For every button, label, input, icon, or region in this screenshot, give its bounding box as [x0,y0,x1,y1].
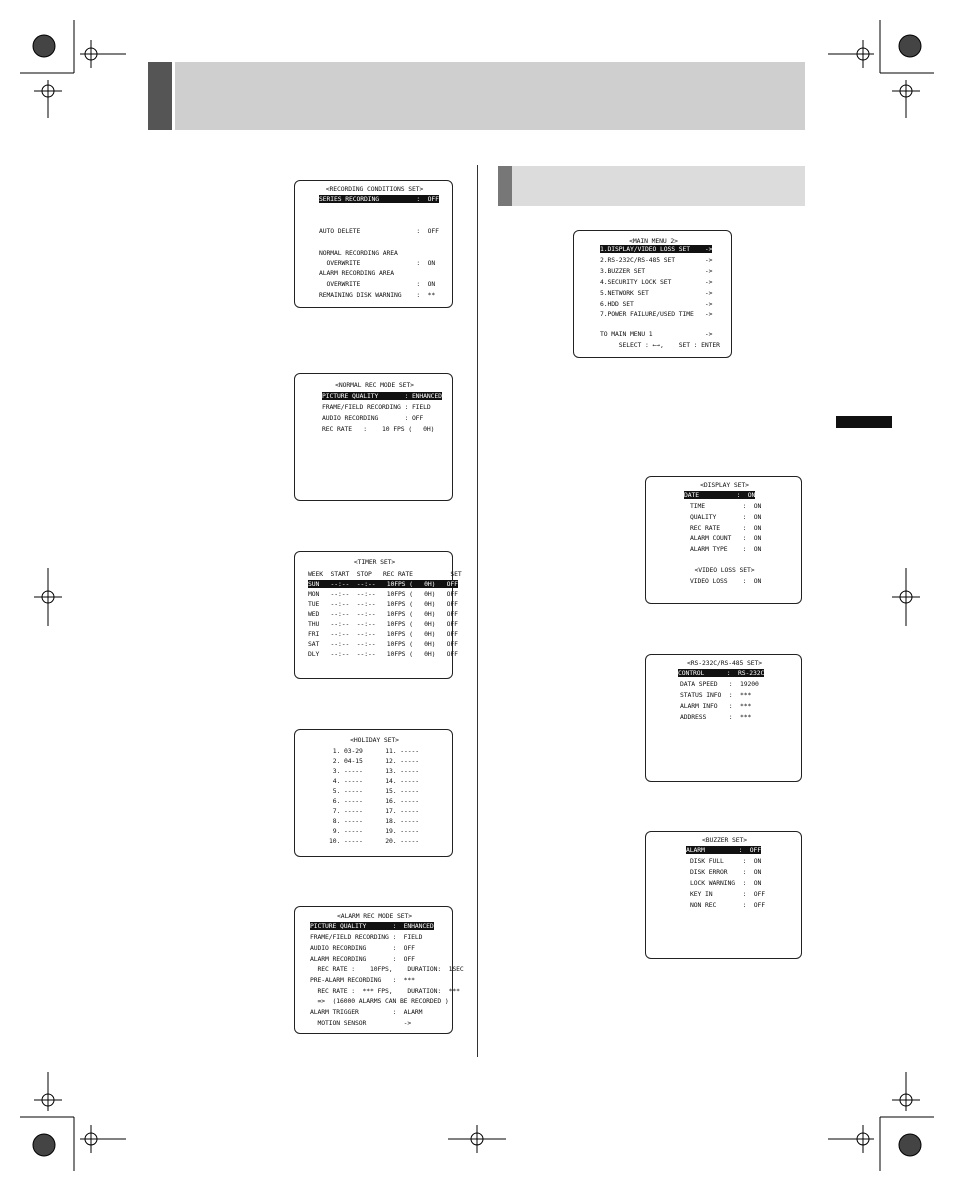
menu-line: REC RATE : 10 FPS ( 0H) [322,425,435,433]
menu-line: ADDRESS : *** [680,713,752,721]
menu-line: DISK ERROR : ON [690,868,762,876]
menu-line: STATUS INFO : *** [680,691,752,699]
menu-line: REMAINING DISK WARNING : ** [319,291,436,299]
main-menu-2-screen [573,230,732,358]
timer-row: DLY --:-- --:-- 10FPS ( 0H) OFF [308,650,458,658]
menu-line: QUALITY : ON [690,513,762,521]
recording-conditions-screen [294,180,453,308]
menu-item: 7.POWER FAILURE/USED TIME -> [600,310,713,318]
menu-line: ALARM COUNT : ON [690,534,762,542]
timer-row: MON --:-- --:-- 10FPS ( 0H) OFF [308,590,458,598]
screen-title: <TIMER SET> [353,558,396,566]
timer-row: TUE --:-- --:-- 10FPS ( 0H) OFF [308,600,458,608]
menu-item: TO MAIN MENU 1 -> [600,330,713,338]
holiday-row: 3. ----- 13. ----- [329,767,419,775]
menu-line: CONTROL : RS-232C [678,669,765,677]
timer-header: WEEK START STOP REC RATE SET [308,570,462,578]
menu-line: FRAME/FIELD RECORDING : FIELD [322,403,431,411]
screen-title: <RS-232C/RS-485 SET> [687,659,762,667]
screen-title: <DISPLAY SET> [700,481,749,489]
menu-line: => (16000 ALARMS CAN BE RECORDED ) [310,997,449,1005]
menu-line: PICTURE QUALITY : ENHANCED [310,922,434,930]
menu-line: ALARM TYPE : ON [690,545,762,553]
menu-line: DATE : ON [684,491,756,499]
timer-row: FRI --:-- --:-- 10FPS ( 0H) OFF [308,630,458,638]
menu-line: ALARM INFO : *** [680,702,752,710]
screen-title: <BUZZER SET> [702,836,747,844]
menu-line: LOCK WARNING : ON [690,879,762,887]
menu-line: AUTO DELETE : OFF [319,227,439,235]
menu-line: TIME : ON [690,502,762,510]
screen-title: <NORMAL REC MODE SET> [335,381,414,389]
menu-line: DATA SPEED : 19200 [680,680,759,688]
menu-line: AUDIO RECORDING : OFF [322,414,424,422]
holiday-row: 10. ----- 20. ----- [329,837,419,845]
holiday-row: 7. ----- 17. ----- [329,807,419,815]
menu-line: NORMAL RECORDING AREA [319,249,398,257]
holiday-row: 5. ----- 15. ----- [329,787,419,795]
menu-line: MOTION SENSOR -> [310,1019,412,1027]
screen-title: <RECORDING CONDITIONS SET> [325,185,424,193]
menu-line: ALARM TRIGGER : ALARM [310,1008,423,1016]
menu-line: PICTURE QUALITY : ENHANCED [322,392,442,400]
rs232c-rs485-screen [645,654,802,782]
menu-line: NON REC : OFF [690,901,765,909]
menu-line: SERIES RECORDING : OFF [319,195,439,203]
menu-item: 1.DISPLAY/VIDEO LOSS SET -> [600,245,713,253]
menu-line: REC RATE : ON [690,524,762,532]
holiday-row: 6. ----- 16. ----- [329,797,419,805]
menu-line: PRE-ALARM RECORDING : *** [310,976,415,984]
menu-item: 5.NETWORK SET -> [600,289,713,297]
menu-line: REC RATE : *** FPS, DURATION: *** [310,987,460,995]
menu-line: OVERWRITE : ON [319,280,436,288]
menu-line: KEY IN : OFF [690,890,765,898]
menu-line: ALARM RECORDING : OFF [310,955,415,963]
menu-line: ALARM RECORDING AREA [319,269,394,277]
holiday-screen [294,729,453,857]
buzzer-set-screen [645,831,802,959]
normal-rec-mode-screen [294,373,453,501]
menu-line: FRAME/FIELD RECORDING : FIELD [310,933,423,941]
menu-item: 2.RS-232C/RS-485 SET -> [600,256,713,264]
menu-hint: SELECT : ←→, SET : ENTER [600,341,720,349]
holiday-row: 4. ----- 14. ----- [329,777,419,785]
menu-line: DISK FULL : ON [690,857,762,865]
menu-item: 6.HDD SET -> [600,300,713,308]
screen-subtitle: <VIDEO LOSS SET> [694,566,755,574]
holiday-row: 9. ----- 19. ----- [329,827,419,835]
holiday-row: 2. 04-15 12. ----- [329,757,419,765]
screen-title: <MAIN MENU 2> [629,237,678,245]
menu-item: 3.BUZZER SET -> [600,267,713,275]
display-set-screen [645,476,802,604]
timer-row: WED --:-- --:-- 10FPS ( 0H) OFF [308,610,458,618]
menu-line: ALARM : OFF [686,846,761,854]
menu-item: 4.SECURITY LOCK SET -> [600,278,713,286]
timer-row: SUN --:-- --:-- 10FPS ( 0H) OFF [308,580,458,588]
menu-line: OVERWRITE : ON [319,259,436,267]
menu-line: AUDIO RECORDING : OFF [310,944,415,952]
timer-row: SAT --:-- --:-- 10FPS ( 0H) OFF [308,640,458,648]
holiday-row: 8. ----- 18. ----- [329,817,419,825]
timer-row: THU --:-- --:-- 10FPS ( 0H) OFF [308,620,458,628]
menu-line: REC RATE : 10FPS, DURATION: 1SEC [310,965,464,973]
timer-screen [294,551,462,679]
screen-title: <HOLIDAY SET> [350,736,399,744]
screen-title: <ALARM REC MODE SET> [337,912,412,920]
alarm-rec-mode-screen [294,906,464,1034]
menu-line: VIDEO LOSS : ON [690,577,762,585]
holiday-row: 1. 03-29 11. ----- [329,747,419,755]
